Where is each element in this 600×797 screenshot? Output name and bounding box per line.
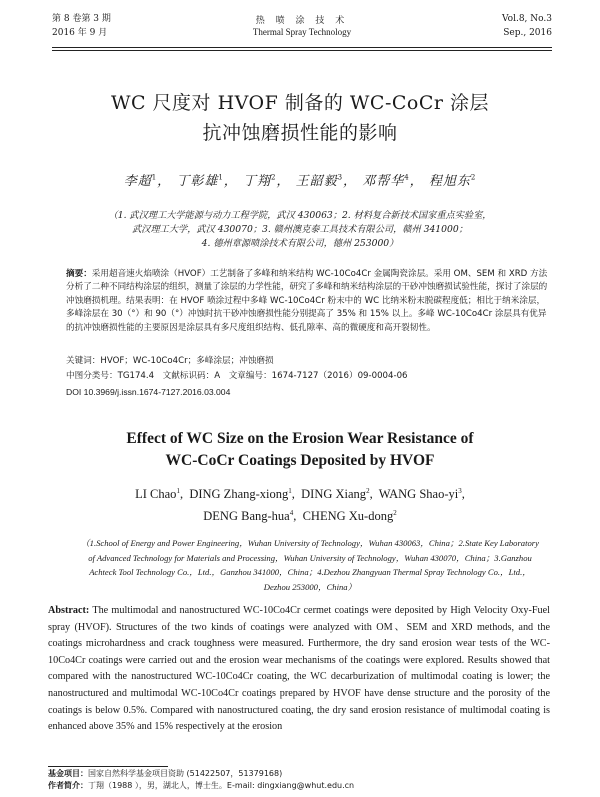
author-en: DING Zhang-xiong$^1$ [189,487,292,502]
footnote-author: 作者简介：丁翔（1988 ），男，湖北人，博士生。E-mail: dingxiang@whut.edu.cn [48,780,355,790]
affil-en-line: Dezhou 253000，China） [263,581,357,592]
footnote-rule [48,766,168,767]
author-en: CHENG Xu-dong$^2$ [302,509,397,524]
authors-en-line1: LI Chao$^1$, DING Zhang-xiong$^1$, DING Xiang$^2$, WANG Shao-$yi^3$, [135,487,465,502]
title-cn-line1: WC 尺度对 HVOF 制备的 WC-CoCr 涂层 [110,92,490,114]
journal-name-en: Thermal Spray Technology [252,27,352,37]
footnote-fund: 基金项目：国家自然科学基金项目资助 (51422507，51379168) [48,769,283,778]
doi: DOI 10.3969/j.issn.1674-7127.2016.03.004 [66,387,231,397]
footnote [48,768,552,791]
title-en-line2: WC-CoCr Coatings Deposited by HVOF [165,452,435,469]
affil-cn-line: 4. 德州章源喷涂技术有限公司，德州 253000） [201,238,399,249]
journal-name-cn: 热 喷 涂 技 术 [255,16,349,26]
abstract-en [48,603,550,736]
authors-cn: 李超$^1$， 丁彰雄$^1$， 丁翔$^2$， 王韶毅$^3$， 邓帮华$^4$， 程旭东$^2$ [123,173,477,189]
date-cn: 2016 年 9 月 [52,28,108,38]
affiliations-en [62,536,558,594]
classification-cn-text: TG174.4 文献标识码：A 文章编号：1674-7127（2016）09-0004-06 [117,371,408,381]
keywords-cn-text: HVOF；WC-10Co4Cr；多峰涂层；冲蚀磨损 [100,356,274,366]
affil-cn-line: （1. 武汉理工大学能源与动力工程学院，武汉 430063；2. 材料复合新技术国家重点实验室， [108,210,492,221]
abstract-cn [66,268,548,335]
author-en: LI Chao$^1$ [135,487,180,502]
affil-en-line: Achteck Tool Technology Co.，Ltd.，Ganzhou 341000，China；4.Dezhou Zhangyuan Thermal Spray Technology Co.，Ltd.， [89,567,531,577]
title-cn-line2: 抗冲蚀磨损性能的影响 [202,122,398,144]
author-cn: 丁翔$^2$ [242,173,277,189]
vol-en: Vol.8, No.3 [501,14,552,24]
author-en: DENG Bang-hua$^4$ [203,509,294,524]
authors-en-line2: DENG Bang-hua$^4$, CHENG Xu-dong$^2$ [203,509,397,524]
abstract-en-text: The multimodal and nanostructured WC-10Co4Cr cermet coatings were deposited by High Velocity Oxy-Fuel spray (HVOF). Structures of the two kinds of coatings were analyzed with OM、SEM and XRD methods, and the coatings microhardness and crack toughness were measured. Furthermore, the dry sand erosion wear tests of the WC-10Co4Cr coatings were carried out and the erosion wear mechanisms of the coatings were explored. Results showed that compared with the nanostructured WC-10Co4Cr coating, the WC decarburization of multimodal coating is lower; the nanostructured and multimodal WC-10Co4Cr coatings prepared by HVOF have dense structure and the porosity of the coatings is below 0.5%. Compared with nanostructured coating, the dry sand erosion resistance of multimodal coating is enhanced above 35% and 15% respectively at the erosion [48,605,550,733]
title-en [0,428,600,472]
affil-cn-line: 武汉理工大学，武汉 430070；3. 赣州澳克泰工具技术有限公司，赣州 341000； [132,224,468,235]
author-en: DING Xiang$^2$ [301,487,370,502]
date-en: Sep., 2016 [503,28,552,38]
issue-cn: 第 8 卷第 3 期 [52,14,111,24]
keywords-cn [66,354,548,368]
classification-cn [66,369,548,383]
abstract-cn-text: 采用超音速火焰喷涂（HVOF）工艺制备了多峰和纳米结构 WC-10Co4Cr 金属陶瓷涂层。采用 OM、SEM 和 XRD 方法分析了二种不同结构涂层的组织，测量了涂层的力学性能，研究了多峰和纳米结构涂层的干砂冲蚀磨损试验性能，探讨了涂层的冲蚀磨损机理。结果表明：在 HVOF 喷涂过程中多峰 WC-10Co4Cr 粉末中的 WC 比纳米粉末脱碳程度低；相比于纳米涂层，多峰涂层在 30（°）和 90（°）冲蚀时抗干砂冲蚀磨损性能分别提高了 35% 和 15% 以上。多峰 WC-10Co4Cr 涂层具有优异的抗冲蚀磨损性能的主要原因是涂层具有多尺度组织结构、低孔隙率、高的微硬度和高开裂韧性。 [66,269,548,333]
author-cn: 邓帮华$^4$ [362,173,410,189]
author-cn: 王韶毅$^3$ [295,173,344,189]
authors-en [0,482,600,526]
title-en-line1: Effect of WC Size on the Erosion Wear Resistance of [126,430,474,447]
author-en: WANG Shao-$yi^3$ [378,487,462,502]
running-header [52,12,552,46]
keywords-cn-label: 关键词： [66,356,101,366]
affil-en-line: of Advanced Technology for Materials and Processing，Wuhan University of Technology，Wuhan 430070，China；3.Ganzhou [88,552,532,563]
author-cn: 李超$^1$ [123,173,158,189]
header-rule-thick [52,47,552,48]
abstract-cn-label: 摘要： [66,269,92,279]
affil-en-line: （1.School of Energy and Power Engineering，Wuhan University of Technology，Wuhan 430063，China；2.State Key Laboratory [81,538,539,548]
abstract-en-label: Abstract: [48,605,90,616]
affiliations-cn [80,209,520,251]
author-cn: 丁彰雄$^1$ [176,173,224,189]
classification-cn-label: 中图分类号： [66,371,118,381]
author-cn: 程旭东$^2$ [428,173,477,189]
title-cn [0,88,600,148]
header-rule-thin [52,50,552,51]
